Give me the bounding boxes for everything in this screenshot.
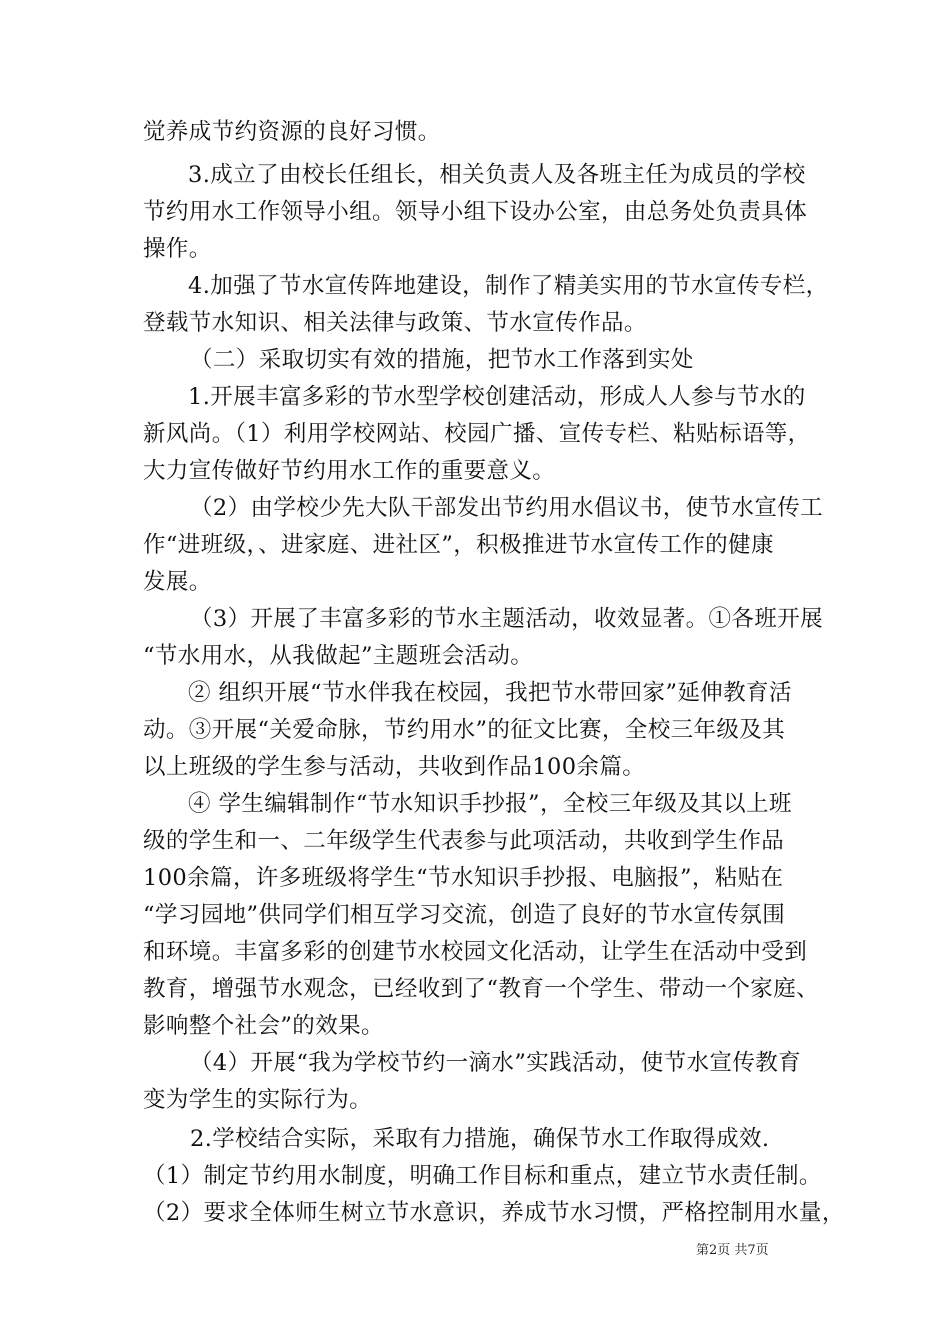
- body-line-24: 教育，增强节水观念，已经收到了“教育一个学生、带动一个家庭、: [143, 976, 820, 1002]
- section-heading: （二）采取切实有效的措施，把节水工作落到实处: [190, 347, 694, 373]
- body-line-8: 1.开展丰富多彩的节水型学校创建活动，形成人人参与节水的: [188, 384, 806, 410]
- body-line-11: （2）由学校少先大队干部发出节约用水倡议书，使节水宣传工: [190, 495, 824, 521]
- body-line-15: “节水用水，从我做起”主题班会活动。: [143, 643, 534, 669]
- body-line-28: 2.学校结合实际，采取有力措施，确保节水工作取得成效.: [190, 1126, 770, 1152]
- body-line-25: 影响整个社会”的效果。: [143, 1013, 384, 1039]
- body-line-29: （1）制定节约用水制度，明确工作目标和重点，建立节水责任制。: [143, 1163, 822, 1189]
- body-line-27: 变为学生的实际行为。: [143, 1087, 373, 1113]
- page-number: 第2页 共7页: [696, 1243, 769, 1258]
- body-line-16: ② 组织开展“节水伴我在校园，我把节水带回家”延伸教育活: [188, 680, 792, 706]
- body-line-14: （3）开展了丰富多彩的节水主题活动，收效显著。①各班开展: [190, 606, 824, 632]
- body-line-10: 大力宣传做好节约用水工作的重要意义。: [143, 458, 556, 484]
- body-line-4: 操作。: [143, 236, 212, 262]
- body-line-12: 作“进班级，、进家庭、进社区”，积极推进节水宣传工作的健康: [143, 532, 774, 558]
- body-line-18: 以上班级的学生参与活动，共收到作品100余篇。: [143, 754, 646, 780]
- body-line-22: “学习园地”供同学们相互学习交流，创造了良好的节水宣传氛围: [143, 902, 786, 928]
- body-line-13: 发展。: [143, 569, 212, 595]
- body-line-9: 新风尚。（1）利用学校网站、校园广播、宣传专栏、粘贴标语等，: [143, 421, 811, 447]
- body-line-17: 动。③开展“关爱命脉，节约用水”的征文比赛，全校三年级及其: [143, 717, 786, 743]
- body-line-26: （4）开展“我为学校节约一滴水”实践活动，使节水宣传教育: [190, 1050, 802, 1076]
- body-line-19: ④ 学生编辑制作“节水知识手抄报”，全校三年级及其以上班: [188, 791, 792, 817]
- body-line-3: 节约用水工作领导小组。领导小组下设办公室，由总务处负责具体: [143, 199, 808, 225]
- body-line-6: 登载节水知识、相关法律与政策、节水宣传作品。: [143, 310, 647, 336]
- body-line-20: 级的学生和一、二年级学生代表参与此项活动，共收到学生作品: [143, 828, 785, 854]
- body-line-5: 4.加强了节水宣传阵地建设，制作了精美实用的节水宣传专栏，: [188, 273, 829, 299]
- body-line-21: 100余篇，许多班级将学生“节水知识手抄报、电脑报”，粘贴在: [143, 865, 784, 891]
- body-line-2: 3.成立了由校长任组长，相关负责人及各班主任为成员的学校: [188, 162, 806, 188]
- body-line-30: （2）要求全体师生树立节水意识，养成节水习惯，严格控制用水量，: [143, 1200, 845, 1226]
- body-line-1: 觉养成节约资源的良好习惯。: [143, 119, 441, 145]
- body-line-23: 和环境。丰富多彩的创建节水校园文化活动，让学生在活动中受到: [143, 939, 808, 965]
